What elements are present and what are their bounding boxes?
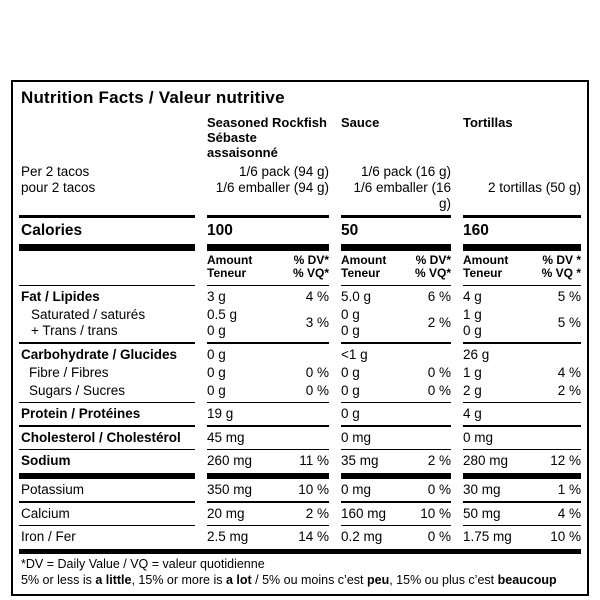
amount-value: 0 g bbox=[207, 364, 226, 380]
nutrient-label: Sodium bbox=[21, 453, 71, 468]
footnote-bold: peu bbox=[366, 572, 390, 587]
column-name-en: Seasoned Rockfish bbox=[207, 115, 327, 130]
serving-size-en: 1/6 pack (94 g) bbox=[238, 164, 329, 179]
amount-values: 0 g 0 g bbox=[341, 307, 360, 338]
iron-sauce bbox=[341, 529, 451, 545]
dv-value: 10 % bbox=[298, 482, 329, 497]
protein-sauce bbox=[341, 406, 451, 422]
row-iron bbox=[19, 528, 581, 546]
amount-header: Amount Teneur bbox=[463, 252, 509, 280]
amount-value: 20 mg bbox=[207, 505, 245, 521]
dv-value: 0 % bbox=[427, 364, 451, 380]
dv-value: 0 % bbox=[427, 482, 451, 497]
nutrient-label: Calcium bbox=[21, 505, 70, 521]
column-header-sauce bbox=[341, 115, 451, 145]
nutrient-label: Cholesterol / Cholestérol bbox=[21, 429, 181, 445]
serving-size-fr: 1/6 emballer (94 g) bbox=[215, 180, 329, 195]
dv-value: 4 % bbox=[557, 505, 581, 521]
dv-value: 5 % bbox=[557, 315, 581, 330]
dv-value: 2 % bbox=[305, 505, 329, 521]
calcium-tortillas bbox=[463, 506, 581, 522]
fat-separator bbox=[19, 342, 581, 344]
dv-value: 10 % bbox=[550, 529, 581, 544]
amount-value: 350 mg bbox=[207, 482, 253, 497]
dv-value: 0 % bbox=[305, 364, 329, 380]
nutrition-facts-table bbox=[11, 80, 589, 596]
saturated-trans-sauce bbox=[341, 307, 451, 339]
nutrient-label: Potassium bbox=[21, 482, 85, 497]
amount-value: 3 g bbox=[207, 289, 226, 304]
serving-label-en: Per 2 tacos bbox=[21, 164, 90, 179]
serving-size-en bbox=[463, 164, 581, 180]
serving-size-sauce bbox=[341, 164, 451, 212]
footnote-bold: a lot bbox=[225, 572, 252, 587]
amount-value: 280 mg bbox=[463, 453, 509, 468]
amount-dv-header-row bbox=[19, 253, 581, 283]
amount-value: 1 g bbox=[463, 364, 482, 380]
amount-value: 0 g bbox=[341, 406, 360, 421]
dv-value: 12 % bbox=[550, 453, 581, 468]
amount-header: Amount Teneur bbox=[207, 252, 253, 280]
fat-tortillas bbox=[463, 289, 581, 305]
protein-separator bbox=[19, 425, 581, 427]
calories-row bbox=[19, 220, 581, 242]
footnote-separator bbox=[19, 549, 581, 554]
fibre-sauce bbox=[341, 365, 451, 381]
dv-value: 6 % bbox=[427, 289, 451, 304]
dv-value: 0 % bbox=[427, 382, 451, 398]
amount-value: 0 mg bbox=[463, 429, 494, 445]
serving-size-tortillas bbox=[463, 164, 581, 196]
fat-sauce bbox=[341, 289, 451, 305]
potassium-rockfish bbox=[207, 482, 329, 498]
row-sodium bbox=[19, 452, 581, 470]
serving-size-en: 1/6 pack (16 g) bbox=[360, 164, 451, 179]
nutrient-label: Carbohydrate / Glucides bbox=[21, 346, 178, 362]
sodium-tortillas bbox=[463, 453, 581, 469]
serving-size-rockfish bbox=[207, 164, 329, 196]
fibre-tortillas bbox=[463, 365, 581, 381]
dv-value: 4 % bbox=[557, 364, 581, 380]
amount-value: 50 mg bbox=[463, 505, 501, 521]
nutrient-label: Protein / Protéines bbox=[21, 406, 141, 421]
amount-value: 0 mg bbox=[341, 482, 372, 497]
dv-header: % DV* % VQ* bbox=[414, 252, 451, 280]
footnote-text: 5% or less is bbox=[21, 572, 96, 587]
amount-dv-header-sauce bbox=[341, 254, 451, 281]
amount-header: Amount Teneur bbox=[341, 252, 387, 280]
calories-separator bbox=[19, 244, 581, 251]
calcium-rockfish bbox=[207, 506, 329, 522]
footnote-text: , 15% ou plus c’est bbox=[389, 572, 498, 587]
amount-value: 26 g bbox=[463, 346, 490, 362]
amount-value: 0 g bbox=[341, 364, 360, 380]
calories-label: Calories bbox=[21, 221, 83, 239]
row-potassium bbox=[19, 481, 581, 499]
amount-dv-header-tortillas bbox=[463, 254, 581, 281]
amount-values: 0.5 g 0 g bbox=[207, 307, 238, 338]
serving-size-fr: 2 tortillas (50 g) bbox=[487, 180, 581, 195]
amount-value: 30 mg bbox=[463, 482, 501, 497]
dv-header: % DV* % VQ* bbox=[292, 252, 329, 280]
amount-value: 5.0 g bbox=[341, 289, 372, 304]
column-name-fr bbox=[341, 130, 451, 145]
potassium-tortillas bbox=[463, 482, 581, 498]
amount-value: <1 g bbox=[341, 346, 368, 362]
footnote-text: , 15% or more is bbox=[131, 572, 226, 587]
dv-value: 11 % bbox=[299, 453, 329, 468]
calories-rockfish: 100 bbox=[207, 221, 233, 239]
column-name-en: Tortillas bbox=[463, 115, 513, 130]
dv-value: 14 % bbox=[298, 529, 329, 544]
amount-value: 260 mg bbox=[207, 453, 253, 468]
nutrient-label bbox=[19, 307, 195, 339]
amount-value: 4 g bbox=[463, 406, 482, 421]
sodium-rockfish bbox=[207, 453, 329, 469]
header-separator bbox=[19, 285, 581, 287]
column-header-rockfish bbox=[207, 115, 329, 160]
footnote-bold: a little bbox=[95, 572, 132, 587]
dv-value: 2 % bbox=[427, 315, 451, 330]
serving-size-fr: 1/6 emballer (16 g) bbox=[353, 180, 451, 211]
column-name-fr bbox=[463, 130, 581, 145]
serving-label bbox=[19, 164, 195, 196]
dv-value: 0 % bbox=[305, 382, 329, 398]
carbohydrate-rockfish bbox=[207, 347, 329, 363]
footnote-line1: *DV = Daily Value / VQ = valeur quotidienne bbox=[21, 557, 265, 571]
amount-value: 2.5 mg bbox=[207, 529, 249, 544]
dv-value: 2 % bbox=[557, 382, 581, 398]
row-saturated-trans bbox=[19, 306, 581, 340]
saturated-trans-rockfish bbox=[207, 307, 329, 339]
sodium-separator bbox=[19, 473, 581, 479]
carbohydrate-tortillas bbox=[463, 347, 581, 363]
dv-header: % DV * % VQ * bbox=[541, 252, 581, 280]
protein-tortillas bbox=[463, 406, 581, 422]
dv-value: 3 % bbox=[305, 315, 329, 330]
amount-value: 19 g bbox=[207, 406, 234, 421]
nutrient-label: Iron / Fer bbox=[21, 529, 76, 544]
nutrient-label: Fibre / Fibres bbox=[29, 364, 109, 380]
carbohydrate-separator bbox=[19, 402, 581, 404]
calories-sauce: 50 bbox=[341, 221, 359, 239]
calcium-separator bbox=[19, 525, 581, 527]
amount-value: 35 mg bbox=[341, 453, 379, 468]
dv-value: 10 % bbox=[420, 505, 451, 521]
fat-rockfish bbox=[207, 289, 329, 305]
amount-dv-header-rockfish bbox=[207, 254, 329, 281]
table-title: Nutrition Facts / Valeur nutritive bbox=[21, 88, 285, 107]
amount-value: 45 mg bbox=[207, 429, 245, 445]
amount-value: 0.2 mg bbox=[341, 529, 383, 544]
column-name-en: Sauce bbox=[341, 115, 380, 130]
dv-value: 4 % bbox=[305, 289, 329, 304]
fibre-rockfish bbox=[207, 365, 329, 381]
row-carbohydrate bbox=[19, 346, 581, 364]
amount-value: 0 mg bbox=[341, 429, 372, 445]
cholesterol-tortillas bbox=[463, 430, 581, 446]
row-calcium bbox=[19, 505, 581, 523]
dv-value: 1 % bbox=[557, 482, 581, 497]
cholesterol-separator bbox=[19, 449, 581, 451]
nutrient-label: Sugars / Sucres bbox=[29, 382, 126, 398]
amount-value: 1.75 mg bbox=[463, 529, 512, 544]
cholesterol-sauce bbox=[341, 430, 451, 446]
sugars-rockfish bbox=[207, 383, 329, 399]
row-protein bbox=[19, 405, 581, 423]
cholesterol-rockfish bbox=[207, 430, 329, 446]
product-header-row bbox=[19, 115, 581, 160]
saturated-trans-tortillas bbox=[463, 307, 581, 339]
amount-value: 2 g bbox=[463, 382, 482, 398]
carbohydrate-sauce bbox=[341, 347, 451, 363]
row-cholesterol bbox=[19, 429, 581, 447]
sugars-tortillas bbox=[463, 383, 581, 399]
sugars-sauce bbox=[341, 383, 451, 399]
column-name-fr: Sébaste assaisonné bbox=[207, 130, 278, 160]
potassium-separator bbox=[19, 501, 581, 503]
potassium-sauce bbox=[341, 482, 451, 498]
row-fibre bbox=[19, 364, 581, 382]
calories-tortillas: 160 bbox=[463, 221, 489, 239]
trans-label: + Trans / trans bbox=[31, 323, 118, 338]
amount-value: 4 g bbox=[463, 289, 482, 304]
amount-value: 0 g bbox=[207, 346, 226, 362]
saturated-label: Saturated / saturés bbox=[31, 307, 146, 322]
amount-value: 0 g bbox=[341, 382, 360, 398]
sodium-sauce bbox=[341, 453, 451, 469]
serving-separator bbox=[19, 215, 581, 218]
protein-rockfish bbox=[207, 406, 329, 422]
iron-rockfish bbox=[207, 529, 329, 545]
row-fat bbox=[19, 288, 581, 306]
amount-values: 1 g 0 g bbox=[463, 307, 482, 338]
serving-row bbox=[19, 164, 581, 212]
dv-value: 5 % bbox=[557, 289, 581, 304]
column-header-tortillas bbox=[463, 115, 581, 145]
iron-tortillas bbox=[463, 529, 581, 545]
footnote-text: / 5% ou moins c’est bbox=[251, 572, 367, 587]
amount-value: 0 g bbox=[207, 382, 226, 398]
serving-label-fr: pour 2 tacos bbox=[21, 180, 96, 195]
amount-value: 160 mg bbox=[341, 505, 387, 521]
nutrient-label: Fat / Lipides bbox=[21, 289, 100, 304]
footnote-line2 bbox=[19, 573, 581, 589]
calcium-sauce bbox=[341, 506, 451, 522]
footnote-bold: beaucoup bbox=[497, 572, 557, 587]
dv-value: 0 % bbox=[427, 529, 451, 544]
dv-value: 2 % bbox=[427, 453, 451, 468]
row-sugars bbox=[19, 382, 581, 400]
